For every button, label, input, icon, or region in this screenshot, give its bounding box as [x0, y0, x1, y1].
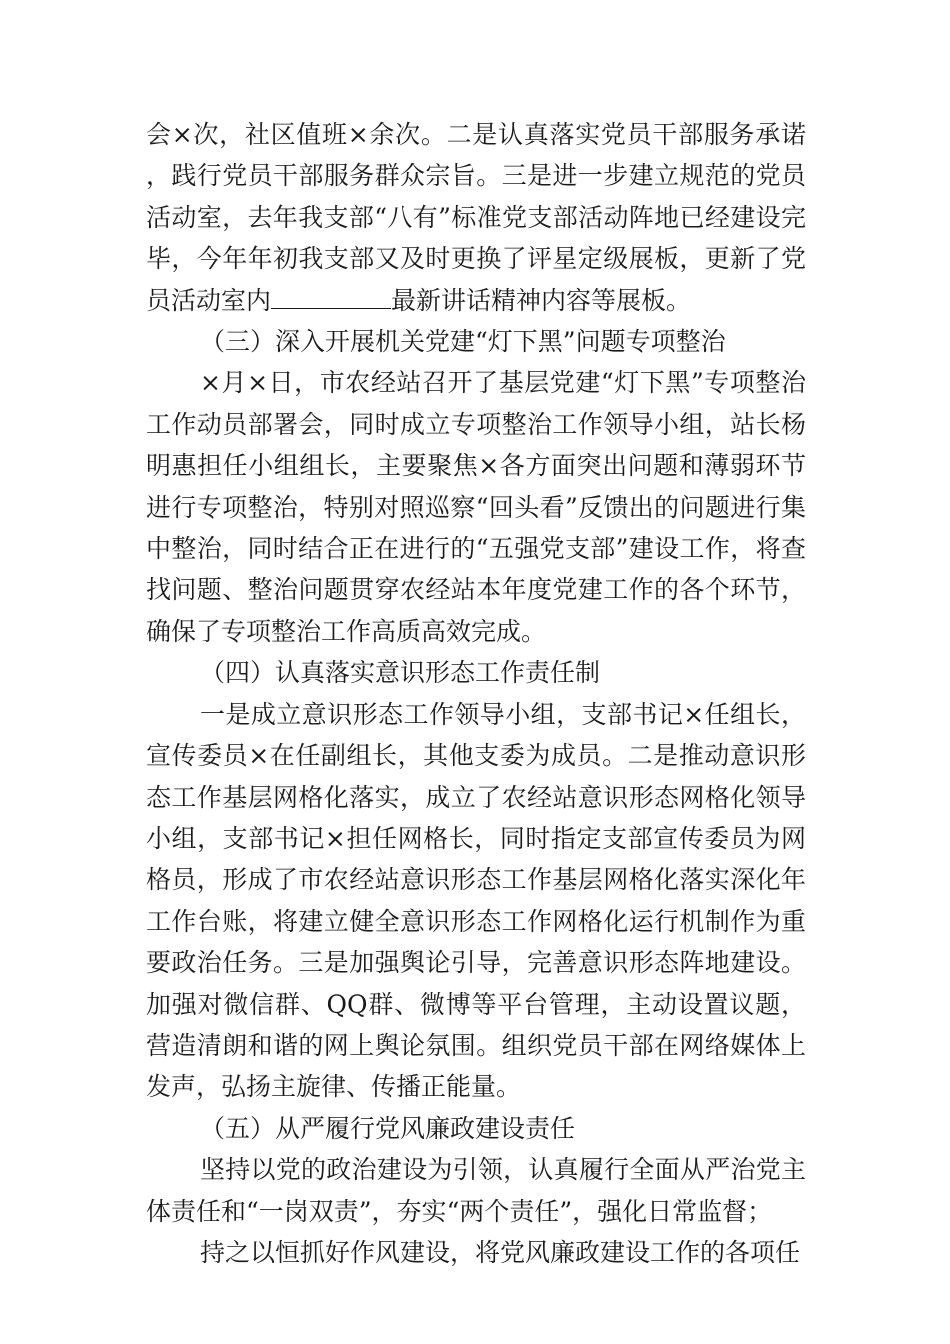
section-heading-4: （四）认真落实意识形态工作责任制 — [200, 658, 601, 688]
section-heading-5: （五）从严履行党风廉政建设责任 — [200, 1113, 576, 1143]
body-paragraph-1 — [146, 114, 806, 321]
section-heading-3: （三）深入开展机关党建“灯下黑”问题专项整治 — [200, 327, 726, 357]
body-paragraph-3: 一是成立意识形态工作领导小组，支部书记×任组长，宣传委员×在任副组长，其他支委为成员。二是推动意识形态工作基层网格化落实，成立了农经站意识形态网格化领导小组，支部书记×担任网格长，同时指定支部宣传委员为网格员，形成了市农经站意识形态工作基层网格化落实深化年工作台账，将建立健全意识形态工作网格化运行机制作为重要政治任务。三是加强舆论引导，完善意识形态阵地建设。加强对微信群、QQ群、微博等平台管理，主动设置议题，营造清朗和谐的网上舆论氛围。组织党员干部在网络媒体上发声，弘扬主旋律、传播正能量。 — [146, 699, 806, 1102]
paragraph-text: 会×次，社区值班×余次。二是认真落实党员干部服务承诺，践行党员干部服务群众宗旨。三是进一步建立规范的党员活动室，去年我支部“八有”标准党支部活动阵地已经建设完毕，今年年初我支部又及时更换了评星定级展板，更新了党员活动室内 — [146, 120, 806, 315]
body-paragraph-4: 坚持以党的政治建设为引领，认真履行全面从严治党主体责任和“一岗双责”，夯实“两个责任”，强化日常监督； — [146, 1155, 806, 1226]
fill-in-blank — [271, 282, 391, 309]
body-paragraph-2: ×月×日，市农经站召开了基层党建“灯下黑”专项整治工作动员部署会，同时成立专项整治工作领导小组，站长杨明惠担任小组组长，主要聚焦×各方面突出问题和薄弱环节进行专项整治，特别对照巡察“回头看”反馈出的问题进行集中整治，同时结合正在进行的“五强党支部”建设工作，将查找问题、整治问题贯穿农经站本年度党建工作的各个环节，确保了专项整治工作高质高效完成。 — [146, 368, 806, 646]
paragraph-text: 最新讲话精神内容等展板。 — [391, 285, 692, 315]
document-page — [146, 114, 806, 1273]
body-paragraph-5: 持之以恒抓好作风建设，将党风廉政建设工作的各项任 — [200, 1237, 801, 1267]
